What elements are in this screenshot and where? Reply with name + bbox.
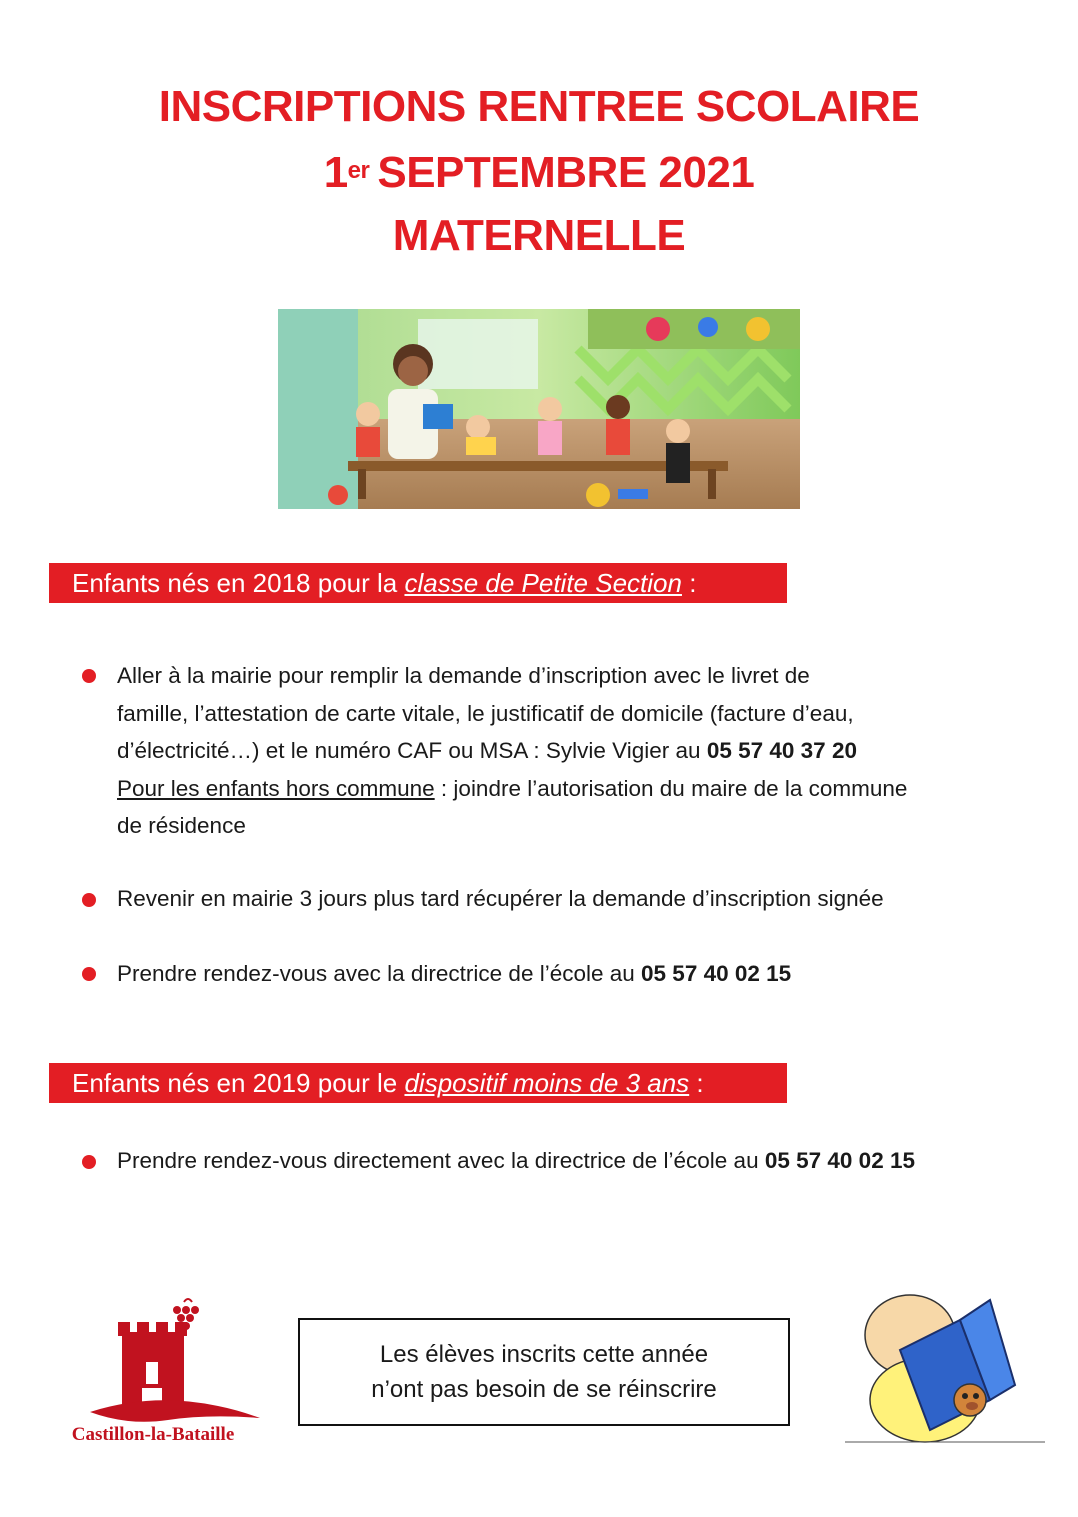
banner-prefix: Enfants nés en 2019 pour le	[72, 1068, 405, 1098]
banner-suffix: :	[689, 1068, 704, 1098]
bullet-icon	[82, 1155, 96, 1169]
phone-mairie: 05 57 40 37 20	[706, 738, 857, 763]
title-date-superscript: er	[347, 157, 370, 184]
instruction-revenir: Revenir en mairie 3 jours plus tard récupérer la demande d’inscription signée	[117, 886, 884, 911]
note-line: Les élèves inscrits cette année	[379, 1341, 709, 1368]
title-line-2	[0, 145, 1078, 201]
instruction-text: : joindre l’autorisation du maire de la commune	[434, 775, 908, 801]
bullet-icon	[82, 893, 96, 907]
instruction-line: de résidence	[117, 813, 246, 838]
title-date-number: 1	[323, 148, 348, 197]
instruction-line	[117, 770, 907, 808]
title-line-1: INSCRIPTIONS RENTREE SCOLAIRE	[158, 82, 920, 131]
instruction-line: Aller à la mairie pour remplir la demande d’inscription avec le livret de	[117, 663, 810, 688]
instruction-text: Prendre rendez-vous directement avec la directrice de l’école au	[117, 1148, 765, 1173]
instruction-rdv-directrice	[117, 955, 791, 993]
instruction-text: d’électricité…) et le numéro CAF ou MSA : Sylvie Vigier au	[117, 738, 707, 763]
title-line-3: MATERNELLE	[392, 211, 686, 260]
baby-reading-illustration	[840, 1290, 1050, 1450]
hors-commune-label: Pour les enfants hors commune	[117, 775, 435, 801]
instruction-text: Prendre rendez-vous avec la directrice de l’école au	[117, 961, 642, 986]
phone-ecole: 05 57 40 02 15	[764, 1148, 915, 1173]
banner-emphasis: dispositif moins de 3 ans	[404, 1068, 690, 1098]
note-line: n’ont pas besoin de se réinscrire	[371, 1376, 717, 1403]
bullet-icon	[82, 967, 96, 981]
section-banner-petite-section	[49, 563, 787, 603]
title-date-month: SEPTEMBRE 2021	[377, 148, 755, 197]
castillon-logo-text: Castillon-la-Bataille	[71, 1424, 235, 1445]
phone-ecole: 05 57 40 02 15	[641, 961, 792, 986]
banner-suffix: :	[681, 568, 697, 598]
section-banner-moins-3-ans	[49, 1063, 787, 1103]
classroom-illustration	[278, 309, 800, 509]
banner-prefix: Enfants nés en 2018 pour la	[72, 568, 405, 598]
instruction-line	[117, 732, 907, 770]
banner-emphasis: classe de Petite Section	[404, 568, 682, 598]
bullet-icon	[82, 669, 96, 683]
instruction-mairie	[117, 657, 907, 845]
reinscription-note	[298, 1318, 790, 1426]
instruction-rdv-direct	[117, 1142, 915, 1180]
instruction-line: famille, l’attestation de carte vitale, le justificatif de domicile (facture d’eau,	[117, 700, 854, 726]
